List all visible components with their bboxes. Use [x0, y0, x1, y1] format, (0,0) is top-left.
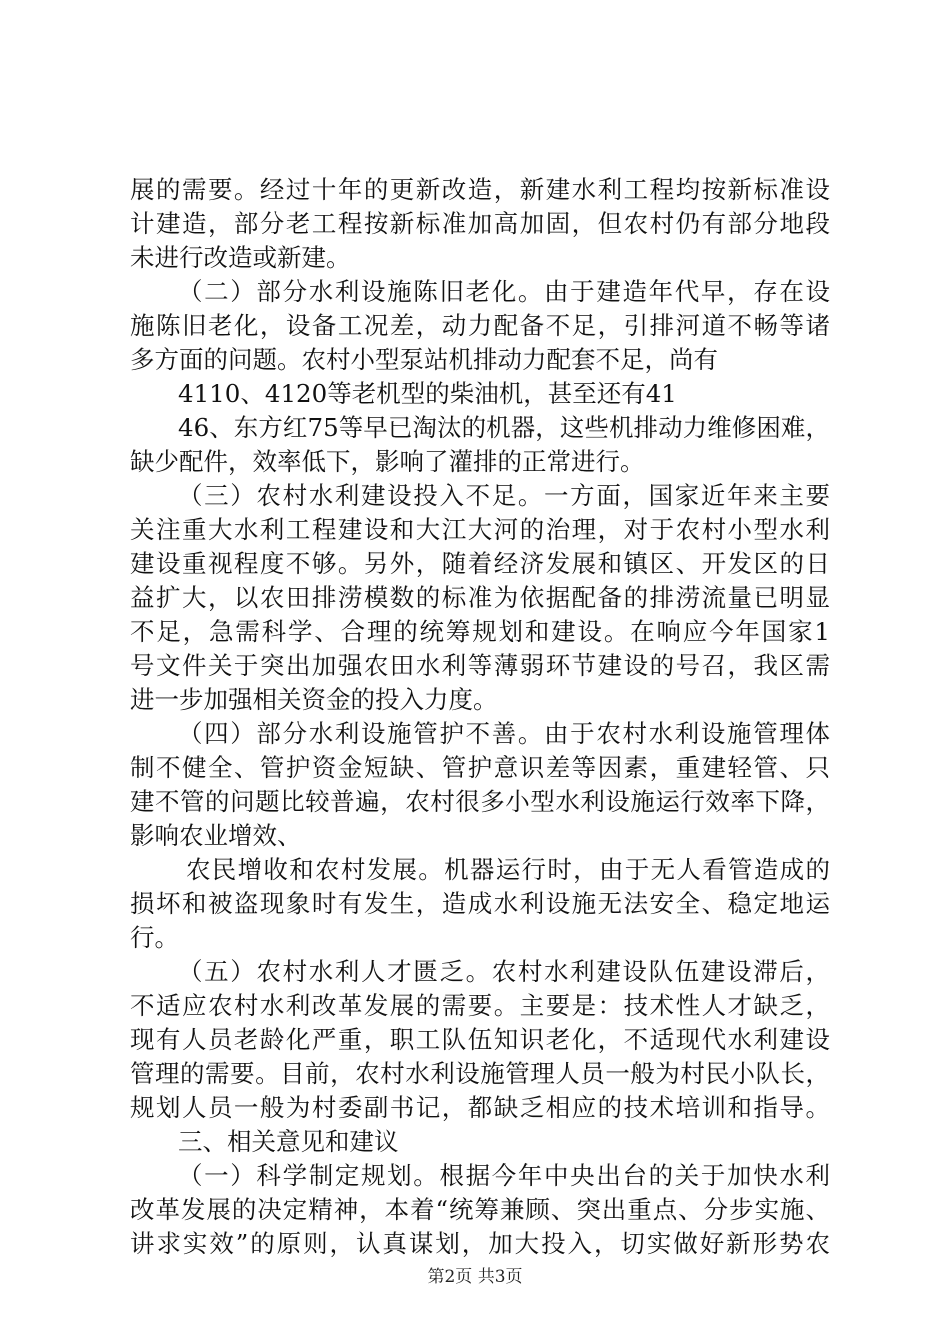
text-line: 益扩大，以农田排涝模数的标准为依据配备的排涝流量已明显: [130, 583, 830, 612]
text-line: 计建造，部分老工程按新标准加高加固，但农村仍有部分地段: [130, 209, 830, 238]
text-line: 号文件关于突出加强农田水利等薄弱环节建设的号召，我区需: [130, 651, 830, 680]
text-line: 行。: [130, 923, 179, 952]
text-line: 关注重大水利工程建设和大江大河的治理，对于农村小型水利: [130, 515, 830, 544]
text-line: （五）农村水利人才匮乏。农村水利建设队伍建设滞后，: [178, 957, 830, 986]
text-line: 不足，急需科学、合理的统筹规划和建设。在响应今年国家1: [130, 617, 830, 646]
text-line: （三）农村水利建设投入不足。一方面，国家近年来主要: [178, 481, 830, 510]
text-line: 管理的需要。目前，农村水利设施管理人员一般为村民小队长，: [130, 1059, 830, 1088]
text-line: 损坏和被盗现象时有发生，造成水利设施无法安全、稳定地运: [130, 889, 830, 918]
text-line: 建设重视程度不够。另外，随着经济发展和镇区、开发区的日: [130, 549, 830, 578]
text-line: 建不管的问题比较普遍，农村很多小型水利设施运行效率下降，: [130, 787, 830, 816]
text-line: 制不健全、管护资金短缺、管护意识差等因素，重建轻管、只: [130, 753, 830, 782]
text-line: 4110、4120等老机型的柴油机，甚至还有41: [178, 379, 677, 408]
text-line: 缺少配件，效率低下，影响了灌排的正常进行。: [130, 447, 645, 476]
text-line: 影响农业增效、: [130, 821, 302, 850]
text-line: 多方面的问题。农村小型泵站机排动力配套不足，尚有: [130, 345, 718, 374]
text-line: 改革发展的决定精神，本着“统筹兼顾、突出重点、分步实施、: [130, 1195, 830, 1224]
text-line: （四）部分水利设施管护不善。由于农村水利设施管理体: [178, 719, 830, 748]
text-line: 未进行改造或新建。: [130, 243, 351, 272]
text-line: 农民增收和农村发展。机器运行时，由于无人看管造成的: [186, 855, 830, 884]
text-line: 不适应农村水利改革发展的需要。主要是：技术性人才缺乏，: [130, 991, 830, 1020]
text-line: （一）科学制定规划。根据今年中央出台的关于加快水利: [178, 1161, 830, 1190]
section-heading: 三、相关意见和建议: [178, 1127, 399, 1156]
text-line: 进一步加强相关资金的投入力度。: [130, 685, 498, 714]
page-footer: 第2页 共3页: [427, 1267, 523, 1287]
text-line: 展的需要。经过十年的更新改造，新建水利工程均按新标准设: [130, 175, 830, 204]
text-line: （二）部分水利设施陈旧老化。由于建造年代早，存在设: [178, 277, 830, 306]
text-line: 现有人员老龄化严重，职工队伍知识老化，不适现代水利建设: [130, 1025, 830, 1054]
text-line: 施陈旧老化，设备工况差，动力配备不足，引排河道不畅等诸: [130, 311, 830, 340]
text-line: 46、东方红75等早已淘汰的机器，这些机排动力维修困难，: [178, 413, 830, 442]
text-line: 讲求实效”的原则，认真谋划，加大投入，切实做好新形势农: [130, 1229, 830, 1258]
text-line: 规划人员一般为村委副书记，都缺乏相应的技术培训和指导。: [130, 1093, 830, 1122]
